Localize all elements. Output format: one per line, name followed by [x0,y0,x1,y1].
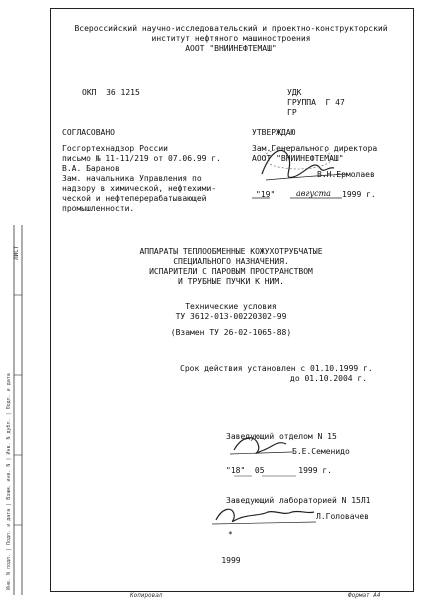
spec-replaces: (Взамен ТУ 26-02-1065-88) [170,328,292,337]
approve-name: В.Н.Ермолаев [317,170,375,179]
bottom-format-note: Формат А4 [348,592,381,599]
agreed-line-2: письмо № 11-11/219 от 07.06.99 г. [62,154,221,163]
approve-line-1: Зам.Генерального директора [252,144,378,153]
okp-code: ОКП 36 1215 [82,88,140,97]
footer-year: 1999 [221,556,241,565]
bottom-copied-note: Копировал [130,592,163,599]
agreed-line-6: ческой и нефтеперерабатывающей [62,194,207,203]
dept-head-signature [228,430,298,460]
spec-line-2: ТУ 3612-013-00220302-99 [175,312,287,321]
approve-date-day: "19" [256,190,276,199]
dept-date-underline [226,470,366,478]
approve-date-year: 1999 г. [342,190,376,199]
udk-code: УДК [287,88,302,97]
margin-strip-text: Инв. N подл. | Подп. и дата | Взам. инв. N | Инв. N дубл. | Подп. и дата [6,373,12,590]
agreed-line-4: Зам. начальника Управления по [62,174,202,183]
spec-line-1: Технические условия [185,302,277,311]
title-line-3: ИСПАРИТЕЛИ С ПАРОВЫМ ПРОСТРАНСТВОМ [149,267,313,276]
dept-head-title: Заведующий отделом N 15 [226,432,337,441]
group-code: ГРУППА Г 47 [287,98,345,107]
validity-line-2: до 01.10.2004 г. [290,374,368,383]
validity-line-1: Срок действия установлен с 01.10.1999 г. [180,364,373,373]
title-line-2: СПЕЦИАЛЬНОГО НАЗНАЧЕНИЯ. [173,257,289,266]
org-line-1: Всероссийский научно-исследовательский и проектно-конструкторский [74,24,388,33]
org-line-3: АООТ "ВНИИНЕФТЕМАШ" [185,44,277,53]
footer-star: * [228,530,233,539]
agreed-line-5: надзору в химической, нефтехими- [62,184,217,193]
lab-head-name: Л.Головачев [316,512,369,521]
margin-mark: ЛИСТ [13,245,20,260]
lab-head-signature [212,502,322,530]
agreed-line-1: Госгортехнадзор России [62,144,168,153]
approve-date-month: августа [296,189,331,198]
org-line-2: институт нефтяного машиностроения [151,34,311,43]
lab-head-title: Заведующий лабораторией N 15Л1 [226,496,371,505]
dept-head-name: Б.Е.Семенидо [292,447,350,456]
agreed-title: СОГЛАСОВАНО [62,128,115,137]
dept-head-date: "18" 05 1999 г. [226,466,332,475]
gr-code: ГР [287,108,297,117]
approve-title: УТВЕРЖДАЮ [252,128,296,137]
approval-date-underline [250,186,390,200]
approve-line-2: АООТ "ВНИИНЕФТЕМАШ" [252,154,344,163]
agreed-line-3: В.А. Баранов [62,164,120,173]
agreed-line-7: промышленности. [62,204,135,213]
title-line-4: И ТРУБНЫЕ ПУЧКИ К НИМ. [178,277,284,286]
title-line-1: АППАРАТЫ ТЕПЛООБМЕННЫЕ КОЖУХОТРУБЧАТЫЕ [139,247,323,256]
